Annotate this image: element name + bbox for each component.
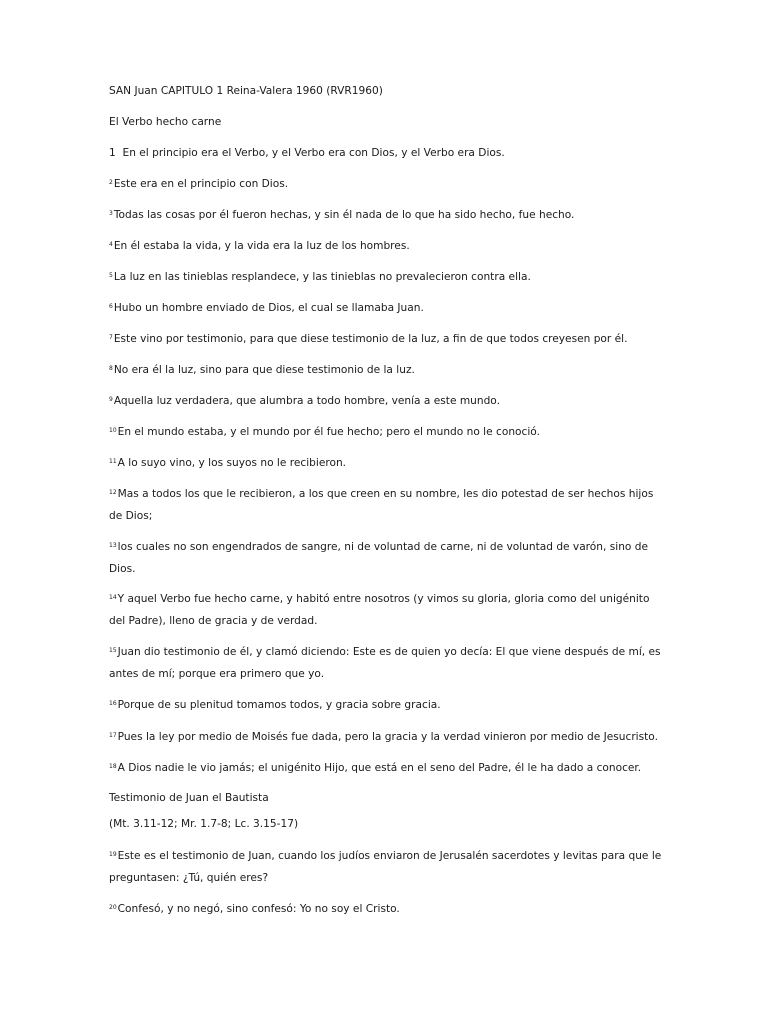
verse-12-continuation: de Dios; (109, 510, 153, 522)
verse-text: La luz en las tinieblas resplandece, y las tinieblas no prevalecieron contra ella. (113, 271, 531, 283)
verse-6 (109, 297, 424, 321)
verse-18 (109, 757, 641, 781)
verse-12 (109, 483, 653, 507)
verse-text: Este era en el principio con Dios. (113, 178, 289, 190)
verse-number: 20 (109, 904, 117, 911)
verse-text: Y aquel Verbo fue hecho carne, y habitó entre nosotros (y vimos su gloria, gloria como del unigénito (117, 593, 650, 605)
verse-number: 13 (109, 542, 117, 549)
verse-number: 10 (109, 427, 117, 434)
verse-7 (109, 328, 627, 352)
verse-17 (109, 726, 658, 750)
verse-number: 2 (109, 179, 113, 186)
verse-number: 17 (109, 732, 117, 739)
verse-text: No era él la luz, sino para que diese testimonio de la luz. (113, 364, 415, 376)
verse-16 (109, 694, 441, 718)
verse-text: Aquella luz verdadera, que alumbra a todo hombre, venía a este mundo. (113, 395, 500, 407)
verse-13-continuation: Dios. (109, 563, 136, 575)
verse-3 (109, 204, 574, 228)
verse-19 (109, 845, 661, 869)
verse-number: 18 (109, 763, 117, 770)
verse-11 (109, 452, 346, 476)
verse-5 (109, 266, 531, 290)
chapter-header: SAN Juan CAPITULO 1 Reina-Valera 1960 (RVR1960) (109, 85, 383, 97)
verse-number: 14 (109, 594, 117, 601)
verse-text: En él estaba la vida, y la vida era la luz de los hombres. (113, 240, 410, 252)
verse-text: A lo suyo vino, y los suyos no le recibieron. (117, 457, 347, 469)
verse-number: 7 (109, 334, 113, 341)
parallel-references: (Mt. 3.11-12; Mr. 1.7-8; Lc. 3.15-17) (109, 818, 299, 830)
verse-1 (109, 142, 505, 164)
verse-13 (109, 536, 648, 560)
verse-19-continuation: preguntasen: ¿Tú, quién eres? (109, 872, 269, 884)
verse-text: En el principio era el Verbo, y el Verbo era con Dios, y el Verbo era Dios. (122, 147, 505, 159)
verse-10 (109, 421, 540, 445)
verse-14 (109, 588, 649, 612)
verse-text: A Dios nadie le vio jamás; el unigénito Hijo, que está en el seno del Padre, él le ha dado a conocer. (117, 762, 642, 774)
verse-14-continuation: del Padre), lleno de gracia y de verdad. (109, 615, 318, 627)
verse-number: 15 (109, 647, 117, 654)
verse-number: 9 (109, 396, 113, 403)
verse-text: Confesó, y no negó, sino confesó: Yo no soy el Cristo. (117, 903, 400, 915)
verse-9 (109, 390, 500, 414)
verse-text: Hubo un hombre enviado de Dios, el cual se llamaba Juan. (113, 302, 424, 314)
verse-15 (109, 641, 661, 665)
section-title: El Verbo hecho carne (109, 116, 222, 128)
verse-text: los cuales no son engendrados de sangre, ni de voluntad de carne, ni de voluntad de varón, sino de (117, 541, 649, 553)
verse-number: 12 (109, 489, 117, 496)
verse-text: Porque de su plenitud tomamos todos, y gracia sobre gracia. (117, 699, 441, 711)
verse-number: 3 (109, 210, 113, 217)
verse-2 (109, 173, 288, 197)
verse-20 (109, 898, 400, 922)
verse-text: Este vino por testimonio, para que diese testimonio de la luz, a fin de que todos creyesen por él. (113, 333, 628, 345)
verse-8 (109, 359, 415, 383)
verse-text: Pues la ley por medio de Moisés fue dada, pero la gracia y la verdad vinieron por medio de Jesucristo. (117, 731, 658, 743)
verse-text: Todas las cosas por él fueron hechas, y sin él nada de lo que ha sido hecho, fue hecho. (113, 209, 575, 221)
verse-text: Mas a todos los que le recibieron, a los que creen en su nombre, les dio potestad de ser hechos hijos (117, 488, 654, 500)
verse-number: 11 (109, 458, 117, 465)
verse-number: 5 (109, 272, 113, 279)
verse-text: Este es el testimonio de Juan, cuando los judíos enviaron de Jerusalén sacerdotes y levitas para que le (117, 850, 662, 862)
verse-number: 8 (109, 365, 113, 372)
verse-number: 1 (109, 147, 116, 159)
verse-4 (109, 235, 410, 259)
verse-text: En el mundo estaba, y el mundo por él fue hecho; pero el mundo no le conoció. (117, 426, 540, 438)
verse-15-continuation: antes de mí; porque era primero que yo. (109, 668, 325, 680)
verse-number: 16 (109, 700, 117, 707)
section-title: Testimonio de Juan el Bautista (109, 792, 269, 804)
verse-text: Juan dio testimonio de él, y clamó diciendo: Este es de quien yo decía: El que viene después de mí, es (117, 646, 661, 658)
verse-number: 6 (109, 303, 113, 310)
verse-number: 19 (109, 851, 117, 858)
verse-number: 4 (109, 241, 113, 248)
